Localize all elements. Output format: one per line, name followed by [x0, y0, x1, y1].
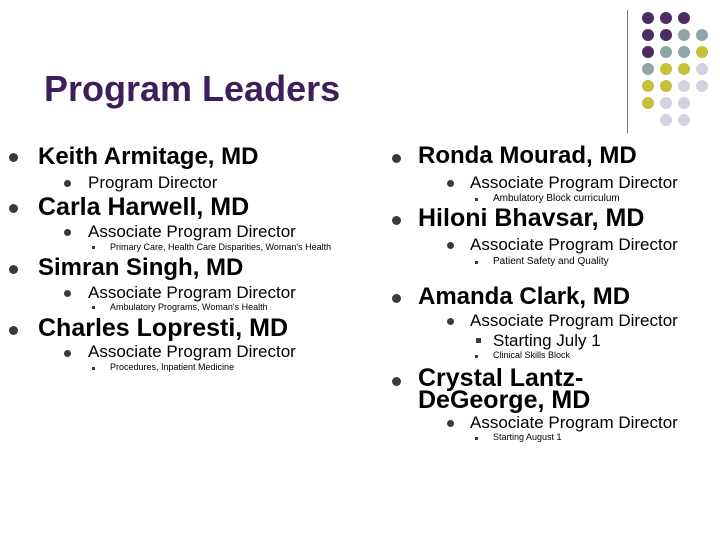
decorative-vertical-rule — [627, 10, 628, 133]
dot-row-3 — [642, 46, 708, 58]
bullet-dot-icon — [9, 204, 18, 213]
leader-focus-ronda: Ambulatory Block curriculum — [493, 193, 620, 204]
leader-focus-carla: Primary Care, Health Care Disparities, Woman's Health — [110, 242, 332, 252]
bullet-dot-icon — [392, 377, 401, 386]
bullet-dot-icon — [392, 216, 401, 225]
bullet-dot-icon — [9, 265, 18, 274]
bullet-dot-icon — [64, 180, 71, 187]
leader-name-ronda: Ronda Mourad, MD — [418, 142, 637, 169]
leader-role-carla: Associate Program Director — [88, 222, 296, 241]
leader-role-amanda: Associate Program Director — [470, 311, 678, 330]
bullet-square-icon — [475, 437, 478, 440]
leader-start-crystal: Starting August 1 — [493, 432, 562, 442]
bullet-dot-icon — [447, 420, 454, 427]
leader-name-carla: Carla Harwell, MD — [38, 193, 250, 221]
bullet-dot-icon — [447, 180, 454, 187]
bullet-dot-icon — [447, 242, 454, 249]
leader-name-simran: Simran Singh, MD — [38, 254, 244, 281]
leader-name-hiloni: Hiloni Bhavsar, MD — [418, 204, 645, 232]
bullet-square-icon — [92, 306, 95, 309]
dot-row-5 — [642, 80, 708, 92]
bullet-dot-icon — [64, 229, 71, 236]
leader-focus-amanda: Clinical Skills Block — [493, 350, 571, 360]
bullet-square-icon — [475, 355, 478, 358]
leader-role-keith: Program Director — [88, 173, 218, 192]
dot-row-2 — [642, 29, 708, 41]
bullet-square-icon — [92, 246, 95, 249]
leader-focus-hiloni: Patient Safety and Quality — [493, 256, 609, 267]
bullet-dot-icon — [447, 318, 454, 325]
leader-name-charles: Charles Lopresti, MD — [38, 314, 289, 342]
bullet-dot-icon — [9, 153, 18, 162]
bullet-square-icon — [92, 367, 95, 370]
bullet-dot-icon — [392, 154, 401, 163]
leader-role-ronda: Associate Program Director — [470, 173, 678, 192]
bullet-dot-icon — [64, 290, 71, 297]
bullet-square-icon — [476, 338, 481, 343]
dot-row-1 — [642, 12, 690, 24]
leader-role-crystal: Associate Program Director — [470, 413, 678, 432]
bullet-dot-icon — [64, 350, 71, 357]
leader-role-charles: Associate Program Director — [88, 342, 296, 361]
leader-name-crystal-line2: DeGeorge, MD — [418, 386, 591, 414]
leader-role-simran: Associate Program Director — [88, 283, 296, 302]
leader-focus-charles: Procedures, Inpatient Medicine — [110, 362, 235, 372]
leader-name-crystal-line1: Crystal Lantz- — [418, 364, 584, 392]
leader-focus-simran: Ambulatory Programs, Woman's Health — [110, 302, 268, 312]
dot-row-4 — [642, 63, 708, 75]
leader-start-amanda: Starting July 1 — [493, 331, 601, 350]
slide-title: Program Leaders — [44, 68, 341, 109]
leader-name-keith: Keith Armitage, MD — [38, 143, 259, 170]
bullet-dot-icon — [9, 326, 18, 335]
dot-row-6 — [642, 97, 690, 109]
bullet-dot-icon — [392, 294, 401, 303]
bullet-square-icon — [475, 198, 478, 201]
dot-row-7 — [660, 114, 690, 126]
bullet-square-icon — [475, 261, 478, 264]
leader-name-amanda: Amanda Clark, MD — [418, 283, 631, 310]
leader-role-hiloni: Associate Program Director — [470, 235, 678, 254]
